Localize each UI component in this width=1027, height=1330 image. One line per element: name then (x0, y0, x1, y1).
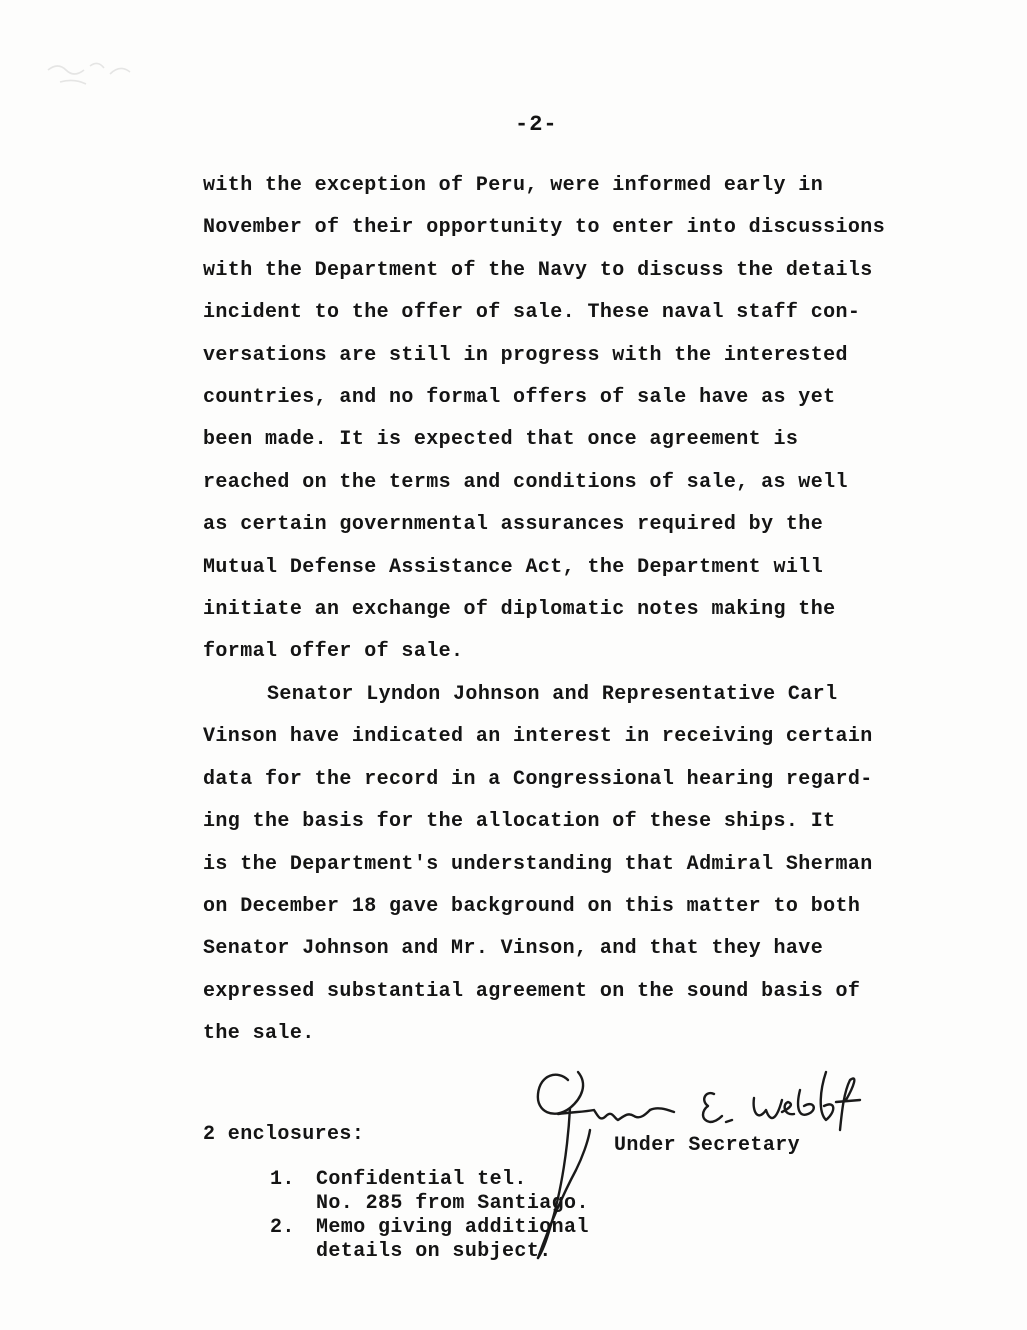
text-line: data for the record in a Congressional hearing regard- (203, 767, 873, 791)
enclosure-number: 2. (270, 1216, 295, 1239)
enclosure-item (270, 1216, 589, 1264)
text-line: formal offer of sale. (203, 640, 464, 664)
text-line: Senator Lyndon Johnson and Representative Carl (267, 682, 838, 706)
enclosure-line: details on subject. (316, 1240, 552, 1263)
paragraph-2 (203, 674, 923, 1056)
text-line: ing the basis for the allocation of these ships. It (203, 810, 836, 834)
faint-stamp-mark (40, 48, 150, 88)
enclosure-item (270, 1168, 589, 1216)
text-line: the sale. (203, 1022, 315, 1046)
text-line: incident to the offer of sale. These naval staff con- (203, 301, 861, 325)
text-line: Senator Johnson and Mr. Vinson, and that they have (203, 937, 824, 961)
text-line: reached on the terms and conditions of sale, as well (203, 470, 848, 494)
enclosures-label: 2 enclosures: (203, 1123, 365, 1146)
text-line: with the Department of the Navy to discuss the details (203, 258, 873, 282)
enclosure-line: Confidential tel. (316, 1168, 527, 1191)
text-line: been made. It is expected that once agreement is (203, 428, 799, 452)
text-line: as certain governmental assurances required by the (203, 513, 824, 537)
enclosure-line: No. 285 from Santiago. (316, 1192, 589, 1215)
text-line: on December 18 gave background on this matter to both (203, 894, 861, 918)
text-line: November of their opportunity to enter into discussions (203, 216, 886, 240)
enclosure-line: Memo giving additional (316, 1216, 589, 1239)
text-line: countries, and no formal offers of sale have as yet (203, 386, 836, 410)
enclosure-list (270, 1168, 589, 1264)
text-line: expressed substantial agreement on the sound basis of (203, 979, 861, 1003)
paragraph-1 (203, 165, 923, 674)
letter-body (203, 165, 923, 1056)
enclosure-number: 1. (270, 1168, 295, 1191)
text-line: Vinson have indicated an interest in receiving certain (203, 725, 873, 749)
text-line: Mutual Defense Assistance Act, the Department will (203, 555, 824, 579)
text-line: with the exception of Peru, were informed early in (203, 174, 824, 197)
signer-title: Under Secretary (614, 1134, 801, 1157)
text-line: versations are still in progress with the interested (203, 343, 848, 367)
page-number: -2- (515, 112, 558, 137)
text-line: initiate an exchange of diplomatic notes making the (203, 598, 836, 622)
text-line: is the Department's understanding that Admiral Sherman (203, 852, 873, 876)
